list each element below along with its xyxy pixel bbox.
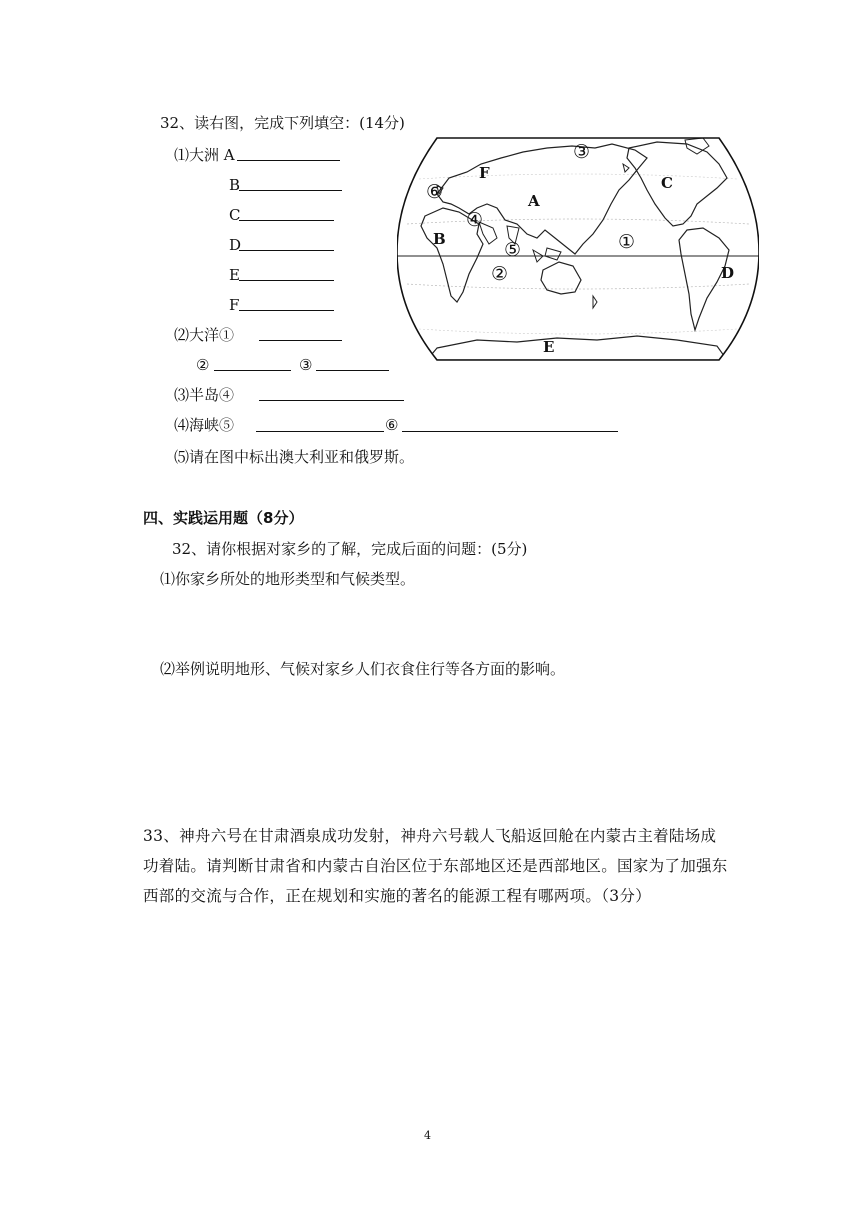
map-number-3: ③ xyxy=(573,141,591,163)
map-letter-f: F xyxy=(479,164,490,182)
map-number-1: ① xyxy=(618,231,636,253)
blank-ocean-1[interactable] xyxy=(259,340,342,341)
blank-ocean-3[interactable] xyxy=(316,370,389,371)
ocean-1-label: ⑵大洋① xyxy=(174,326,235,344)
ocean-2-label: ② xyxy=(196,356,210,374)
continent-c-label: C xyxy=(229,206,241,224)
map-letter-d: D xyxy=(721,264,735,282)
world-map xyxy=(397,134,759,364)
q32-part-2: ⑵举例说明地形、气候对家乡人们衣食住行等各方面的影响。 xyxy=(160,660,566,678)
map-number-4: ④ xyxy=(466,209,484,231)
eurasia-shape xyxy=(437,144,647,254)
mark-instruction: ⑸请在图中标出澳大利亚和俄罗斯。 xyxy=(174,448,415,466)
peninsula-label: ⑶半岛④ xyxy=(174,386,235,404)
continent-d-label: D xyxy=(229,236,242,254)
strait-6-label: ⑥ xyxy=(385,416,399,434)
map-letter-b: B xyxy=(433,230,446,248)
blank-strait-6[interactable] xyxy=(402,431,618,432)
blank-peninsula[interactable] xyxy=(259,400,404,401)
section-4-heading: 四、实践运用题（8分） xyxy=(143,509,304,527)
map-number-5: ⑤ xyxy=(504,239,522,261)
blank-b[interactable] xyxy=(239,190,342,191)
q32-practice-stem: 32、请你根据对家乡的了解，完成后面的问题：(5分) xyxy=(172,540,528,558)
map-letter-e: E xyxy=(543,338,555,356)
blank-a[interactable] xyxy=(237,160,340,161)
ocean-3-label: ③ xyxy=(299,356,313,374)
q32-part-1: ⑴你家乡所处的地形类型和气候类型。 xyxy=(160,570,416,588)
map-frame xyxy=(397,138,759,360)
continent-f-label: F xyxy=(229,296,240,314)
strait-5-label: ⑷海峡⑤ xyxy=(174,416,235,434)
blank-d[interactable] xyxy=(239,250,334,251)
map-letter-a: A xyxy=(528,192,540,210)
continent-e-label: E xyxy=(229,266,240,284)
antarctica-shape xyxy=(427,336,727,360)
map-letter-c: C xyxy=(661,174,673,192)
blank-ocean-2[interactable] xyxy=(214,370,291,371)
continent-a-label: ⑴大洲 A xyxy=(174,146,235,164)
q33-text: 33、神舟六号在甘肃酒泉成功发射，神舟六号载人飞船返回舱在内蒙古主着陆场成功着陆。请判断甘肃省和内蒙古自治区位于东部地区还是西部地区。国家为了加强东西部的交流与合作，正在规划和实施的著名的能源工程有哪两项。（3分） xyxy=(143,827,728,905)
page-number: 4 xyxy=(424,1129,431,1142)
map-number-2: ② xyxy=(491,263,509,285)
blank-c[interactable] xyxy=(239,220,334,221)
blank-f[interactable] xyxy=(239,310,334,311)
blank-strait-5[interactable] xyxy=(256,431,384,432)
map-number-6: ⑥ xyxy=(426,181,444,203)
blank-e[interactable] xyxy=(239,280,334,281)
continent-b-label: B xyxy=(229,176,241,194)
q32-stem: 32、读右图，完成下列填空：(14分) xyxy=(160,114,405,132)
